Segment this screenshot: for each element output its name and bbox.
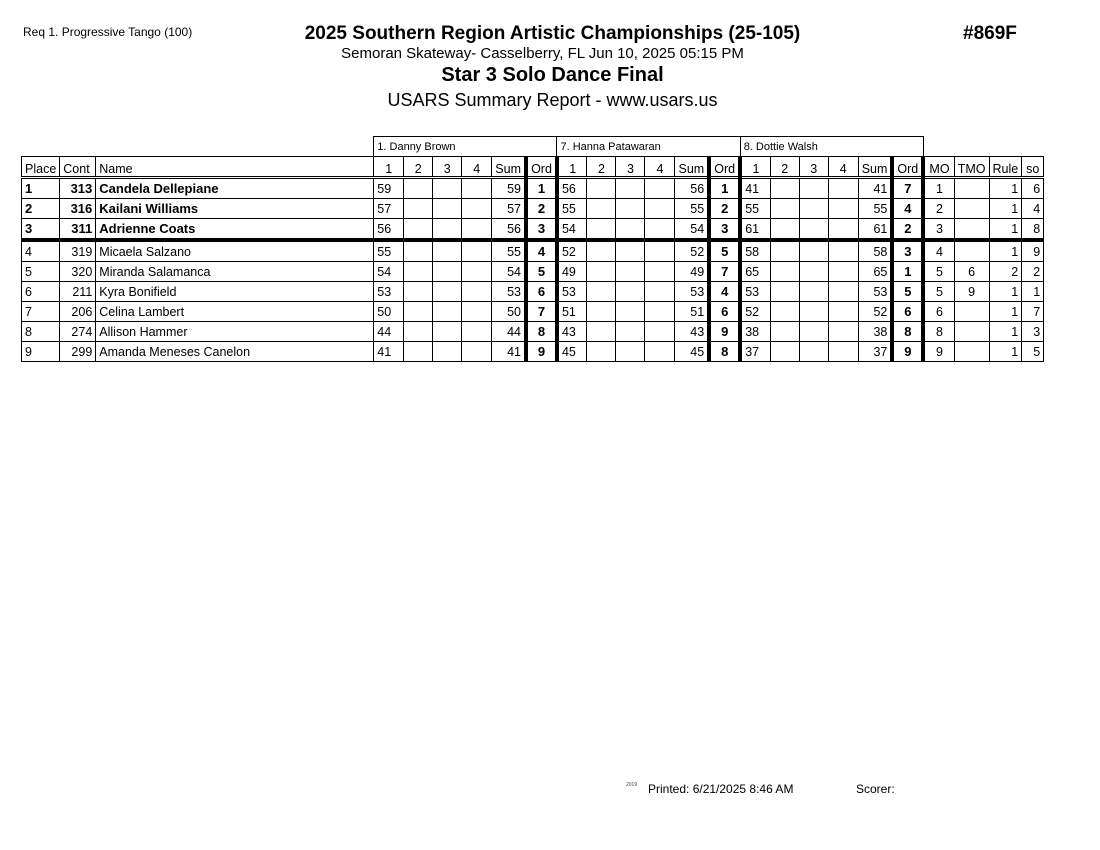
so-cell: 5 (1022, 342, 1044, 362)
mo-cell: 9 (923, 342, 954, 362)
judge-1-ordinal: 2 (526, 199, 557, 219)
judge-2-sum: 53 (675, 282, 709, 302)
so-cell: 4 (1022, 199, 1044, 219)
judge-2-score-1: 49 (557, 262, 587, 282)
col-cont: Cont (60, 157, 96, 178)
judge-2-score-2 (587, 219, 616, 241)
judge-2-score-1: 51 (557, 302, 587, 322)
judge-1-ordinal: 9 (526, 342, 557, 362)
col-j2-1: 1 (557, 157, 587, 178)
so-cell: 9 (1022, 240, 1044, 262)
printed-timestamp: Printed: 6/21/2025 8:46 AM (648, 782, 794, 796)
tmo-cell (954, 342, 989, 362)
judge-3-score-3 (799, 322, 828, 342)
judge-2-score-4 (645, 302, 675, 322)
rule-cell: 1 (989, 282, 1022, 302)
rule-cell: 1 (989, 219, 1022, 241)
judge-2-ordinal: 2 (709, 199, 740, 219)
judge-2-score-4 (645, 322, 675, 342)
so-cell: 3 (1022, 322, 1044, 342)
judge-1-sum: 55 (492, 240, 526, 262)
judge-3-score-2 (770, 322, 799, 342)
so-cell: 6 (1022, 178, 1044, 199)
judge-1-name: 1. Danny Brown (374, 137, 557, 157)
judge-2-sum: 56 (675, 178, 709, 199)
mo-cell: 2 (923, 199, 954, 219)
judge-3-sum: 65 (858, 262, 892, 282)
judge-1-ordinal: 4 (526, 240, 557, 262)
judge-1-sum: 56 (492, 219, 526, 241)
judge-2-score-4 (645, 240, 675, 262)
judge-3-score-3 (799, 219, 828, 241)
venue-date: Semoran Skateway- Casselberry, FL Jun 10, 2025 05:15 PM (341, 45, 744, 62)
judge-3-ordinal: 1 (892, 262, 923, 282)
col-j3-ord: Ord (892, 157, 923, 178)
table-row (22, 199, 1044, 219)
judge-2-score-1: 54 (557, 219, 587, 241)
report-title: USARS Summary Report - www.usars.us (387, 90, 718, 110)
rule-cell: 1 (989, 240, 1022, 262)
judge-header-row (22, 137, 1044, 157)
judge-3-score-3 (799, 199, 828, 219)
col-j3-4: 4 (828, 157, 858, 178)
judge-1-score-2 (404, 219, 433, 241)
judge-3-score-2 (770, 262, 799, 282)
table-row (22, 322, 1044, 342)
judge-2-score-2 (587, 282, 616, 302)
mo-cell: 4 (923, 240, 954, 262)
table-row (22, 240, 1044, 262)
judge-1-score-4 (462, 219, 492, 241)
judge-1-ordinal: 8 (526, 322, 557, 342)
judge-3-ordinal: 7 (892, 178, 923, 199)
judge-1-score-2 (404, 342, 433, 362)
judge-3-score-4 (828, 178, 858, 199)
judge-1-ordinal: 6 (526, 282, 557, 302)
table-row (22, 262, 1044, 282)
mo-cell: 3 (923, 219, 954, 241)
judge-1-score-1: 54 (374, 262, 404, 282)
judge-2-score-1: 53 (557, 282, 587, 302)
rule-cell: 1 (989, 322, 1022, 342)
judge-3-sum: 61 (858, 219, 892, 241)
judge-1-score-2 (404, 178, 433, 199)
judge-2-ordinal: 6 (709, 302, 740, 322)
judge-3-score-3 (799, 342, 828, 362)
name-cell: Allison Hammer (96, 322, 374, 342)
judge-1-score-2 (404, 282, 433, 302)
judge-1-score-2 (404, 199, 433, 219)
judge-1-sum: 44 (492, 322, 526, 342)
judge-1-score-3 (433, 282, 462, 302)
cont-cell: 320 (60, 262, 96, 282)
judge-1-score-3 (433, 322, 462, 342)
judge-2-score-3 (616, 262, 645, 282)
judge-2-sum: 45 (675, 342, 709, 362)
col-j1-1: 1 (374, 157, 404, 178)
judge-3-score-4 (828, 262, 858, 282)
table-row (22, 219, 1044, 241)
judge-1-score-1: 56 (374, 219, 404, 241)
judge-2-sum: 43 (675, 322, 709, 342)
name-cell: Micaela Salzano (96, 240, 374, 262)
judge-2-score-2 (587, 302, 616, 322)
so-cell: 1 (1022, 282, 1044, 302)
column-header-row (22, 157, 1044, 178)
col-so: so (1022, 157, 1044, 178)
judge-2-score-3 (616, 302, 645, 322)
footer-mark: 2019 (626, 782, 638, 788)
judge-3-sum: 53 (858, 282, 892, 302)
judge-3-score-3 (799, 282, 828, 302)
judge-3-ordinal: 9 (892, 342, 923, 362)
judge-1-ordinal: 3 (526, 219, 557, 241)
judge-1-score-1: 41 (374, 342, 404, 362)
tmo-cell: 9 (954, 282, 989, 302)
tmo-cell (954, 322, 989, 342)
judge-2-score-1: 45 (557, 342, 587, 362)
judge-1-sum: 41 (492, 342, 526, 362)
judge-3-score-1: 41 (740, 178, 770, 199)
judge-3-ordinal: 3 (892, 240, 923, 262)
tmo-cell: 6 (954, 262, 989, 282)
judge-1-sum: 54 (492, 262, 526, 282)
judge-1-score-1: 53 (374, 282, 404, 302)
judge-3-score-2 (770, 282, 799, 302)
cont-cell: 299 (60, 342, 96, 362)
judge-3-score-3 (799, 178, 828, 199)
judge-2-score-2 (587, 322, 616, 342)
judge-2-score-3 (616, 219, 645, 241)
judge-1-score-3 (433, 302, 462, 322)
judge-1-score-2 (404, 302, 433, 322)
judge-1-sum: 50 (492, 302, 526, 322)
judge-2-ordinal: 4 (709, 282, 740, 302)
tmo-cell (954, 199, 989, 219)
place-cell: 6 (22, 282, 60, 302)
judge-1-ordinal: 5 (526, 262, 557, 282)
judge-3-score-4 (828, 240, 858, 262)
judge-3-sum: 37 (858, 342, 892, 362)
judge-3-name: 8. Dottie Walsh (740, 137, 923, 157)
table-row (22, 342, 1044, 362)
judge-2-score-3 (616, 240, 645, 262)
cont-cell: 206 (60, 302, 96, 322)
judge-2-score-4 (645, 199, 675, 219)
judge-3-score-4 (828, 302, 858, 322)
judge-3-score-4 (828, 342, 858, 362)
judge-2-score-3 (616, 199, 645, 219)
judge-3-score-4 (828, 199, 858, 219)
judge-2-score-1: 55 (557, 199, 587, 219)
judge-2-score-2 (587, 262, 616, 282)
judge-1-score-1: 44 (374, 322, 404, 342)
tmo-cell (954, 178, 989, 199)
competition-title: 2025 Southern Region Artistic Championships (25-105) (304, 23, 801, 44)
place-cell: 1 (22, 178, 60, 199)
mo-cell: 5 (923, 262, 954, 282)
judge-3-ordinal: 5 (892, 282, 923, 302)
judge-2-score-1: 52 (557, 240, 587, 262)
judge-1-score-3 (433, 262, 462, 282)
results-table (21, 136, 1044, 362)
place-cell: 2 (22, 199, 60, 219)
cont-cell: 274 (60, 322, 96, 342)
judge-2-score-4 (645, 219, 675, 241)
tmo-cell (954, 219, 989, 241)
name-cell: Celina Lambert (96, 302, 374, 322)
judge-1-score-2 (404, 262, 433, 282)
place-cell: 8 (22, 322, 60, 342)
judge-2-score-4 (645, 282, 675, 302)
col-j1-ord: Ord (526, 157, 557, 178)
judge-2-score-1: 56 (557, 178, 587, 199)
judge-2-sum: 51 (675, 302, 709, 322)
judge-3-score-1: 37 (740, 342, 770, 362)
judge-3-score-3 (799, 262, 828, 282)
so-cell: 2 (1022, 262, 1044, 282)
judge-1-sum: 53 (492, 282, 526, 302)
judge-3-score-1: 55 (740, 199, 770, 219)
judge-3-score-4 (828, 322, 858, 342)
judge-2-score-3 (616, 342, 645, 362)
judge-2-score-2 (587, 178, 616, 199)
col-j2-sum: Sum (675, 157, 709, 178)
judge-3-score-1: 61 (740, 219, 770, 241)
judge-1-score-1: 50 (374, 302, 404, 322)
col-j2-3: 3 (616, 157, 645, 178)
judge-3-sum: 52 (858, 302, 892, 322)
cont-cell: 211 (60, 282, 96, 302)
judge-1-sum: 59 (492, 178, 526, 199)
judge-1-score-4 (462, 282, 492, 302)
judge-3-sum: 38 (858, 322, 892, 342)
judge-1-score-4 (462, 302, 492, 322)
judge-3-score-2 (770, 240, 799, 262)
judge-2-score-2 (587, 342, 616, 362)
judge-1-sum: 57 (492, 199, 526, 219)
judge-1-score-3 (433, 342, 462, 362)
judge-1-ordinal: 1 (526, 178, 557, 199)
judge-1-score-2 (404, 240, 433, 262)
judge-3-ordinal: 2 (892, 219, 923, 241)
judge-3-ordinal: 8 (892, 322, 923, 342)
judge-3-score-3 (799, 302, 828, 322)
judge-1-score-3 (433, 219, 462, 241)
place-cell: 3 (22, 219, 60, 241)
col-name: Name (96, 157, 374, 178)
name-cell: Adrienne Coats (96, 219, 374, 241)
judge-2-score-2 (587, 199, 616, 219)
so-cell: 8 (1022, 219, 1044, 241)
mo-cell: 5 (923, 282, 954, 302)
judge-2-ordinal: 5 (709, 240, 740, 262)
judge-2-sum: 55 (675, 199, 709, 219)
judge-3-ordinal: 4 (892, 199, 923, 219)
rule-cell: 1 (989, 302, 1022, 322)
judge-2-score-3 (616, 178, 645, 199)
event-code: #869F (963, 23, 1017, 44)
judge-1-score-4 (462, 240, 492, 262)
judge-3-score-2 (770, 302, 799, 322)
judge-2-score-1: 43 (557, 322, 587, 342)
judge-1-score-3 (433, 178, 462, 199)
scorer-label: Scorer: (856, 782, 895, 796)
tmo-cell (954, 240, 989, 262)
judge-1-score-3 (433, 199, 462, 219)
judge-2-ordinal: 8 (709, 342, 740, 362)
judge-2-ordinal: 1 (709, 178, 740, 199)
col-j2-ord: Ord (709, 157, 740, 178)
judge-2-ordinal: 9 (709, 322, 740, 342)
col-j3-1: 1 (740, 157, 770, 178)
name-cell: Kyra Bonifield (96, 282, 374, 302)
judge-3-score-1: 52 (740, 302, 770, 322)
judge-1-score-4 (462, 342, 492, 362)
judge-3-score-1: 58 (740, 240, 770, 262)
judge-3-score-1: 53 (740, 282, 770, 302)
judge-2-score-4 (645, 178, 675, 199)
judge-1-score-4 (462, 262, 492, 282)
judge-1-score-1: 57 (374, 199, 404, 219)
judge-2-score-3 (616, 282, 645, 302)
judge-3-score-1: 38 (740, 322, 770, 342)
judge-3-sum: 41 (858, 178, 892, 199)
tmo-cell (954, 302, 989, 322)
so-cell: 7 (1022, 302, 1044, 322)
judge-2-sum: 52 (675, 240, 709, 262)
place-cell: 9 (22, 342, 60, 362)
name-cell: Candela Dellepiane (96, 178, 374, 199)
judge-3-score-2 (770, 219, 799, 241)
col-mo: MO (923, 157, 954, 178)
place-cell: 5 (22, 262, 60, 282)
rule-cell: 1 (989, 199, 1022, 219)
judge-2-name: 7. Hanna Patawaran (557, 137, 740, 157)
name-cell: Amanda Meneses Canelon (96, 342, 374, 362)
requirement-label: Req 1. Progressive Tango (100) (23, 25, 193, 39)
judge-3-score-2 (770, 342, 799, 362)
judge-2-sum: 54 (675, 219, 709, 241)
judge-2-ordinal: 3 (709, 219, 740, 241)
cont-cell: 313 (60, 178, 96, 199)
mo-cell: 1 (923, 178, 954, 199)
col-j1-sum: Sum (492, 157, 526, 178)
judge-1-score-4 (462, 322, 492, 342)
judge-2-ordinal: 7 (709, 262, 740, 282)
judge-2-score-4 (645, 262, 675, 282)
place-cell: 7 (22, 302, 60, 322)
name-cell: Miranda Salamanca (96, 262, 374, 282)
mo-cell: 8 (923, 322, 954, 342)
judge-3-ordinal: 6 (892, 302, 923, 322)
judge-3-score-4 (828, 282, 858, 302)
col-place: Place (22, 157, 60, 178)
judge-3-score-2 (770, 199, 799, 219)
judge-2-score-2 (587, 240, 616, 262)
col-rule: Rule (989, 157, 1022, 178)
rule-cell: 1 (989, 178, 1022, 199)
rule-cell: 2 (989, 262, 1022, 282)
judge-1-score-1: 55 (374, 240, 404, 262)
col-j2-2: 2 (587, 157, 616, 178)
col-j3-sum: Sum (858, 157, 892, 178)
judge-1-score-4 (462, 199, 492, 219)
table-row (22, 302, 1044, 322)
table-row (22, 282, 1044, 302)
judge-1-score-4 (462, 178, 492, 199)
cont-cell: 311 (60, 219, 96, 241)
cont-cell: 319 (60, 240, 96, 262)
judge-3-sum: 55 (858, 199, 892, 219)
cont-cell: 316 (60, 199, 96, 219)
mo-cell: 6 (923, 302, 954, 322)
name-cell: Kailani Williams (96, 199, 374, 219)
table-row (22, 178, 1044, 199)
judge-3-score-2 (770, 178, 799, 199)
col-j1-4: 4 (462, 157, 492, 178)
place-cell: 4 (22, 240, 60, 262)
judge-1-score-2 (404, 322, 433, 342)
rule-cell: 1 (989, 342, 1022, 362)
judge-2-sum: 49 (675, 262, 709, 282)
judge-2-score-3 (616, 322, 645, 342)
col-j2-4: 4 (645, 157, 675, 178)
judge-1-ordinal: 7 (526, 302, 557, 322)
judge-3-score-3 (799, 240, 828, 262)
judge-3-sum: 58 (858, 240, 892, 262)
col-j3-3: 3 (799, 157, 828, 178)
col-j1-3: 3 (433, 157, 462, 178)
col-j3-2: 2 (770, 157, 799, 178)
judge-3-score-4 (828, 219, 858, 241)
col-tmo: TMO (954, 157, 989, 178)
event-title: Star 3 Solo Dance Final (441, 64, 664, 86)
judge-2-score-4 (645, 342, 675, 362)
judge-1-score-1: 59 (374, 178, 404, 199)
col-j1-2: 2 (404, 157, 433, 178)
judge-1-score-3 (433, 240, 462, 262)
judge-3-score-1: 65 (740, 262, 770, 282)
